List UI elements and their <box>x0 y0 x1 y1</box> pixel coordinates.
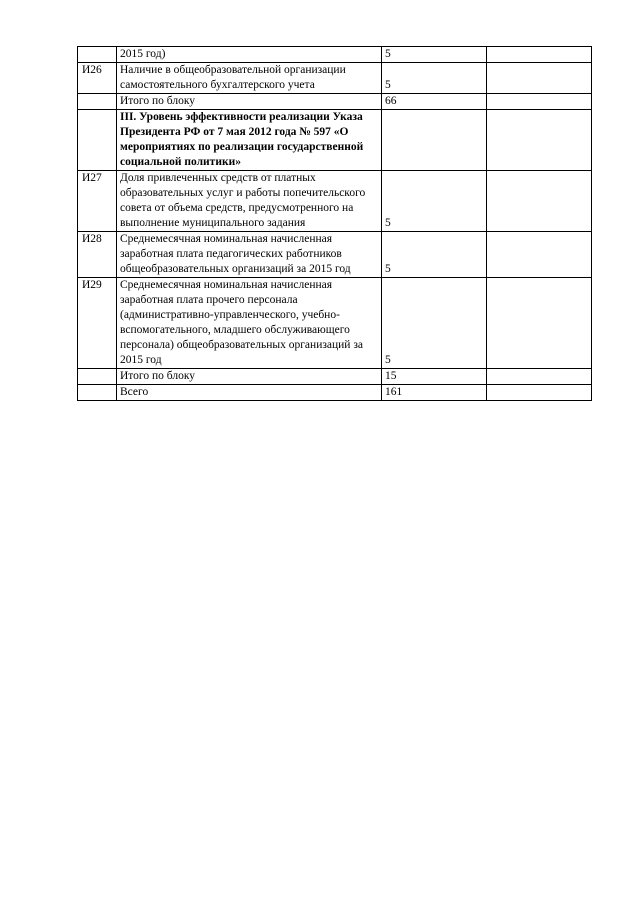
indicator-score: 5 <box>382 171 487 232</box>
block-total-label: Итого по блоку <box>117 369 382 385</box>
indicator-code: И29 <box>78 278 117 369</box>
indicator-table <box>77 46 592 401</box>
indicator-text: Доля привлеченных средств от платных образовательных услуг и работы попечительского совета от объема средств, предусмотренного на выполнение муниципального задания <box>117 171 382 232</box>
grand-total-label: Всего <box>117 385 382 401</box>
indicator-extra <box>487 278 592 369</box>
indicator-code <box>78 110 117 171</box>
indicator-extra <box>487 369 592 385</box>
indicator-code <box>78 385 117 401</box>
table-row <box>78 47 592 63</box>
indicator-code <box>78 47 117 63</box>
block-total-label: Итого по блоку <box>117 94 382 110</box>
indicator-code <box>78 369 117 385</box>
table-row <box>78 369 592 385</box>
indicator-score: 5 <box>382 47 487 63</box>
indicator-code: И27 <box>78 171 117 232</box>
table-row <box>78 171 592 232</box>
grand-total-score: 161 <box>382 385 487 401</box>
indicator-code <box>78 94 117 110</box>
indicator-extra <box>487 94 592 110</box>
table-row <box>78 278 592 369</box>
table-row <box>78 110 592 171</box>
table-row <box>78 63 592 94</box>
indicator-text: Среднемесячная номинальная начисленная заработная плата прочего персонала (административно-управленческого, учебно-вспомогательного, младшего обслуживающего персонала) общеобразовательных организаций за 2015 год <box>117 278 382 369</box>
section-heading: III. Уровень эффективности реализации Указа Президента РФ от 7 мая 2012 года № 597 «О мероприятиях по реализации государственной социальной политики» <box>117 110 382 171</box>
indicator-extra <box>487 110 592 171</box>
indicator-score <box>382 110 487 171</box>
indicator-extra <box>487 63 592 94</box>
block-total-score: 66 <box>382 94 487 110</box>
table-row <box>78 385 592 401</box>
indicator-score: 5 <box>382 63 487 94</box>
table-row <box>78 232 592 278</box>
table-row <box>78 94 592 110</box>
indicator-score: 5 <box>382 232 487 278</box>
indicator-extra <box>487 385 592 401</box>
block-total-score: 15 <box>382 369 487 385</box>
indicator-code: И28 <box>78 232 117 278</box>
indicator-extra <box>487 171 592 232</box>
indicator-extra <box>487 232 592 278</box>
indicator-text: 2015 год) <box>117 47 382 63</box>
indicator-text: Наличие в общеобразовательной организации самостоятельного бухгалтерского учета <box>117 63 382 94</box>
indicator-code: И26 <box>78 63 117 94</box>
indicator-score: 5 <box>382 278 487 369</box>
indicator-extra <box>487 47 592 63</box>
indicator-text: Среднемесячная номинальная начисленная заработная плата педагогических работников общеобразовательных организаций за 2015 год <box>117 232 382 278</box>
